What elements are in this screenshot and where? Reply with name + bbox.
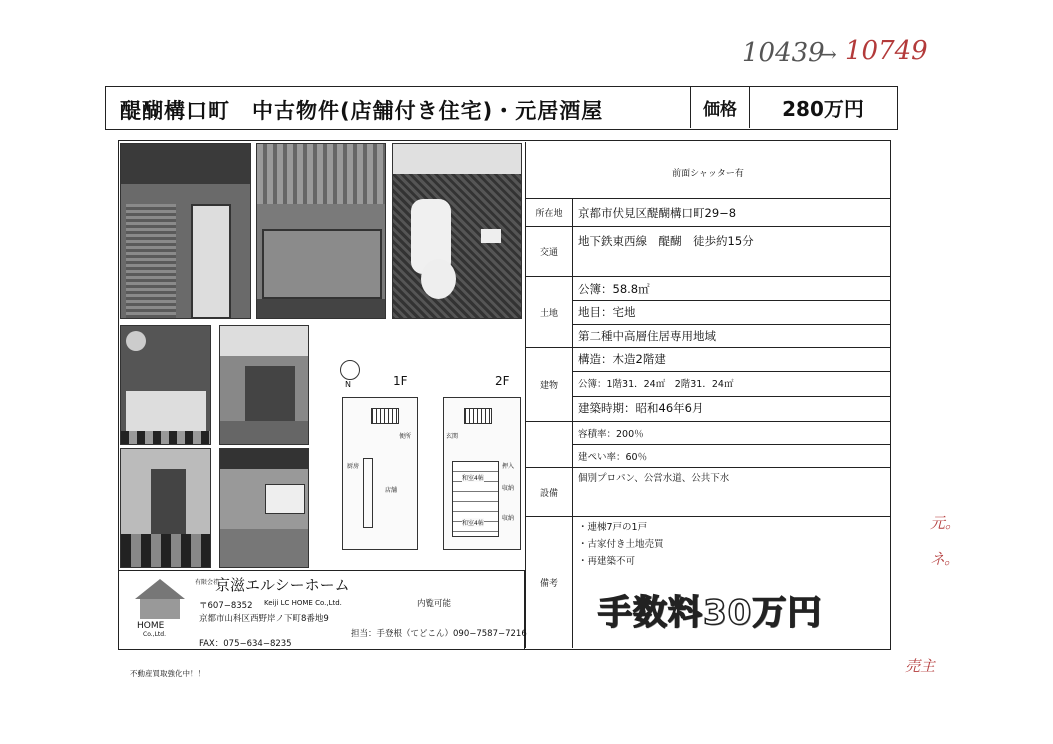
land-zone: 第二種中高層住居専用地域 [578,329,716,343]
building-structure: 構造：木造2階建 [578,352,666,366]
photo-room-window [219,448,309,568]
remark-item: ・連棟7戸の1戸 [578,522,648,533]
company-name: 京滋エルシーホーム [215,576,350,594]
floor-1f-label: 1F [393,374,408,388]
logo-sub: Co.,Ltd. [143,631,166,638]
handwritten-ref-number-old: 10439 [742,38,825,68]
building-area: 公簿：1階31．24㎡ 2階31．24㎡ [578,379,734,390]
floor-1f-plan [342,397,418,550]
floor-2f-label: 2F [495,374,510,388]
handwritten-note: 売主 [905,657,936,675]
row-transport [526,226,890,276]
location-label: 所在地 [526,199,573,226]
remark-item: ・古家付き土地売買 [578,539,664,550]
building-date: 建築時期：昭和46年6月 [578,401,704,415]
company-address: 京都市山科区西野岸ノ下町8番地9 [199,614,329,624]
row-facilities [526,467,890,516]
handwritten-note: ネ。 [930,550,960,568]
room-label: 便所 [399,433,412,440]
compass-north-label: N [345,380,351,389]
handwritten-arrow: → [820,42,837,66]
photo-toilet [392,143,522,319]
row-location [526,198,890,226]
agency-block [119,570,525,650]
land-area: 公簿：58.8㎡ [578,282,650,296]
room-label: 和室4帖 [462,520,484,527]
photo-wooden-counter [256,143,386,319]
price-value: 280万円 [782,97,864,121]
footer-note: 不動産買取強化中！！ [130,669,205,678]
room-label: 玄関 [446,433,459,440]
details-table [525,142,890,648]
row-land [526,276,890,347]
remark-item: ・再建築不可 [578,556,636,567]
room-label: 厨房 [347,463,360,470]
building-ratio: 建ぺい率：60％ [578,452,648,463]
transport-value: 地下鉄東西線 醍醐 徒歩約15分 [578,234,754,248]
commission-fee: 手数料30万円 [598,593,823,633]
land-label: 土地 [526,277,573,347]
room-label: 収納 [502,515,515,522]
postal-code: 〒607−8352 [199,601,253,611]
company-logo [131,579,189,637]
location-value: 京都市伏見区醍醐構口町29−8 [578,206,737,220]
facilities-value: 個別プロパン、公営水道、公共下水 [578,473,730,484]
building-label: 建物 [526,348,573,421]
contact-person: 担当：手登根（てどこん）090−7587−7216 [351,629,527,639]
remarks-label: 備考 [526,517,573,648]
photo-storefront [120,143,251,319]
company-name-en: Keiji LC HOME Co.,Ltd. [264,599,342,607]
company-type: 有限会社 [195,579,220,586]
page-title: 醍醐構口町 中古物件(店舗付き住宅)・元居酒屋 [120,99,604,123]
handwritten-ref-number-new: 10749 [845,36,928,66]
photo-upstairs-room [219,325,309,445]
room-label: 店舗 [385,487,398,494]
land-category: 地目：宅地 [578,305,636,319]
transport-label: 交通 [526,227,573,276]
facilities-label: 設備 [526,468,573,516]
room-label: 和室4帖 [462,475,484,482]
room-label: 収納 [502,485,515,492]
floor-2f-plan [443,397,521,550]
room-label: 押入 [502,463,515,470]
preview-note: 内覧可能 [417,599,452,609]
photo-doorway [120,448,211,568]
coverage-ratio: 容積率：200％ [578,429,644,440]
intro-text: 前面シャッター有 [672,169,744,179]
handwritten-note: 元。 [930,514,961,532]
logo-text: HOME [137,621,165,631]
floor-plan [318,350,523,565]
photo-kitchen [120,325,211,445]
row-building [526,347,890,421]
fax-number: FAX：075−634−8235 [199,639,292,649]
title-bar [105,86,898,130]
row-ratios [526,421,890,467]
compass-icon [340,360,360,380]
price-label: 価格 [690,87,750,128]
